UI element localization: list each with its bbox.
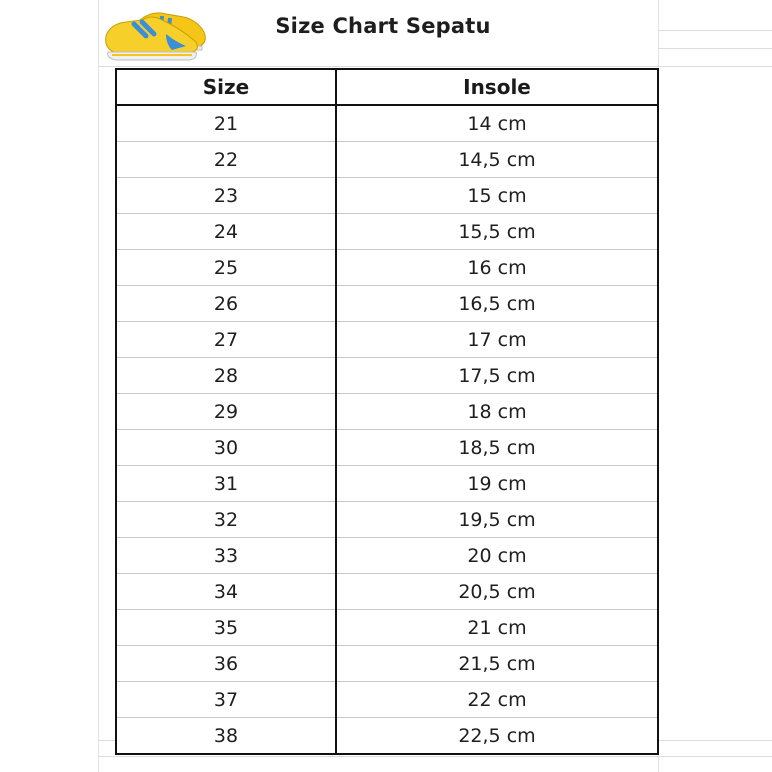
size-cell: 31 [116,466,336,502]
size-cell: 30 [116,430,336,466]
insole-cell: 14 cm [336,105,658,142]
column-header-size: Size [116,69,336,105]
size-cell: 37 [116,682,336,718]
gridline [98,756,772,757]
insole-cell: 18 cm [336,394,658,430]
table-row [116,466,658,502]
table-row [116,646,658,682]
table-row [116,214,658,250]
table-row [116,574,658,610]
size-cell: 22 [116,142,336,178]
insole-cell: 19,5 cm [336,502,658,538]
gridline [98,66,772,67]
table-row [116,394,658,430]
size-cell: 24 [116,214,336,250]
table-body [116,105,658,754]
size-cell: 32 [116,502,336,538]
gridline [658,48,772,49]
insole-cell: 17 cm [336,322,658,358]
insole-cell: 20 cm [336,538,658,574]
table-row [116,718,658,755]
size-cell: 28 [116,358,336,394]
sneaker-icon [100,2,218,66]
insole-cell: 14,5 cm [336,142,658,178]
table-row [116,502,658,538]
size-cell: 35 [116,610,336,646]
insole-cell: 15 cm [336,178,658,214]
insole-cell: 16 cm [336,250,658,286]
table-row [116,105,658,142]
size-cell: 26 [116,286,336,322]
size-chart-table [115,68,659,755]
size-cell: 29 [116,394,336,430]
insole-cell: 22,5 cm [458,724,536,747]
size-cell: 34 [116,574,336,610]
gridline [98,0,99,772]
page-title: Size Chart Sepatu [275,14,491,38]
insole-cell: 16,5 cm [336,286,658,322]
table-row [116,682,658,718]
size-cell: 38 [116,718,336,755]
size-cell: 25 [116,250,336,286]
insole-cell: 17,5 cm [336,358,658,394]
table-header-row [116,69,658,105]
table-row [116,538,658,574]
size-cell: 23 [116,178,336,214]
table-row [116,322,658,358]
table-row [116,286,658,322]
size-cell: 33 [116,538,336,574]
size-cell: 21 [116,105,336,142]
size-cell: 27 [116,322,336,358]
insole-cell: 21 cm [336,610,658,646]
table-row [116,430,658,466]
size-cell: 36 [116,646,336,682]
table-row [116,178,658,214]
insole-cell: 15,5 cm [336,214,658,250]
table-row [116,610,658,646]
table-row [116,250,658,286]
table-row [116,142,658,178]
insole-cell: 18,5 cm [336,430,658,466]
insole-cell: 21,5 cm [336,646,658,682]
insole-cell: 20,5 cm [336,574,658,610]
insole-cell: 22 cm [336,682,658,718]
table-row [116,358,658,394]
column-header-insole: Insole [336,69,658,105]
gridline [658,30,772,31]
insole-cell: 19 cm [336,466,658,502]
